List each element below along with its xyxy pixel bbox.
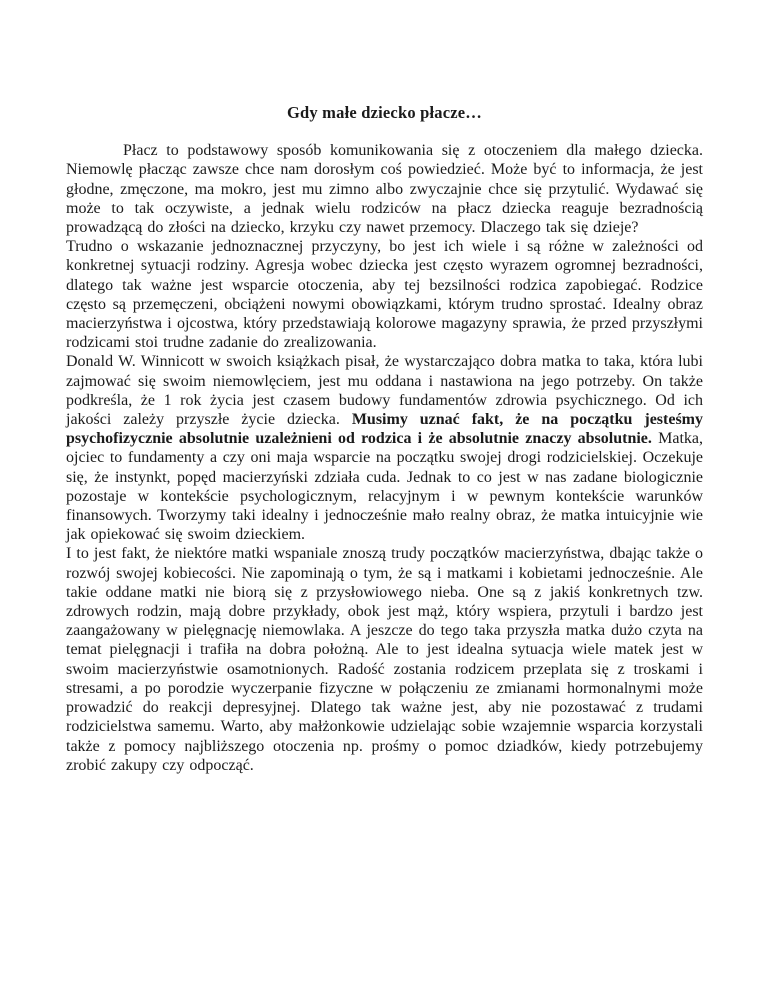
text-run: Donald W. Winnicott w swoich książkach pisał, że wystarczająco dobra matka to taka, która lubi zajmować się swoim niemowlęciem, jest mu oddana i nastawiona na jego potrzeby. On także podkreśla, że 1 rok życia jest czasem budowy fundamentów zdrowia psychicznego. Od ich jakości zależy przyszłe życie dziecka.	[66, 353, 703, 429]
text-run: I to jest fakt, że niektóre matki wspaniale znoszą trudy początków macierzyństwa, dbając także o rozwój swojej kobiecości. Nie zapominają o tym, że są i matkami i kobietami jednocześnie. Ale takie oddane matki nie biorą się z przysłowiowego nieba. One są z jakiś konkretnych tzw. zdrowych rodzin, mają dobre przykłady, obok jest mąż, który wspiera, przytuli i bardzo jest zaangażowany w pielęgnację niemowlaka. A jeszcze do tego taka przyszła matka dużo czyta na temat pielęgnacji i trafiła na dobra położną. Ale to jest idealna sytuacja wiele matek jest w swoim macierzyństwie osamotnionych. Radość zostania rodzicem przeplata się z troskami i stresami, a po porodzie wyczerpanie fizyczne w połączeniu ze zmianami hormonalnymi może prowadzić do reakcji depresyjnej. Dlatego tak ważne jest, aby nie pozostawać z trudami rodzicielstwa samemu. Warto, aby małżonkowie udzielając sobie wzajemnie wsparcia korzystali także z pomocy najbliższego otoczenia np. prośmy o pomoc dziadków, kiedy potrzebujemy zrobić zakupy czy odpocząć.	[66, 545, 703, 774]
document-title: Gdy małe dziecko płacze…	[287, 103, 482, 122]
document-body	[66, 141, 703, 775]
text-run: Trudno o wskazanie jednoznacznej przyczyny, bo jest ich wiele i są różne w zależności od konkretnej sytuacji rodziny. Agresja wobec dziecka jest często wyrazem ogromnej bezradności, dlatego tak ważne jest wsparcie otoczenia, aby tej bezsilności rodzica zapobiegać. Rodzice często są przemęczeni, obciążeni nowymi obowiązkami, którym trudno sprostać. Idealny obraz macierzyństwa i ojcostwa, który przedstawiają kolorowe magazyny sprawia, że przed przyszłymi rodzicami stoi trudne zadanie do zrealizowania.	[66, 238, 703, 352]
paragraph-reality	[66, 544, 703, 774]
paragraph-causes	[66, 237, 703, 352]
text-run: Matka, ojciec to fundamenty a czy oni maja wsparcie na początku swojej drogi rodzicielskiej. Oczekuje się, że instynkt, popęd macierzyński zdziała cuda. Jednak to co jest w nas zadane biologicznie pozostaje w kontekście psychologicznym, relacyjnym i w pewnym kontekście warunków finansowych. Tworzymy taki idealny i jednocześnie mało realny obraz, że matka intuicyjnie wie jak opiekować się swoim dzieckiem.	[66, 430, 704, 544]
bold-text-run: Musimy uznać fakt, że na początku jesteśmy psychofizycznie absolutnie uzależnieni od rodzica i że absolutnie znaczy absolutnie.	[66, 411, 704, 448]
paragraph-intro	[66, 141, 703, 237]
paragraph-winnicott	[66, 352, 703, 544]
text-run: Płacz to podstawowy sposób komunikowania się z otoczeniem dla małego dziecka. Niemowlę płacząc zawsze chce nam dorosłym coś powiedzieć. Może być to informacja, że jest głodne, zmęczone, ma mokro, jest mu zimno albo zwyczajnie chce się przytulić. Wydawać się może to tak oczywiste, a jednak wielu rodziców na płacz dziecka reaguje bezradnością prowadzącą do złości na dziecko, krzyku czy nawet przemocy. Dlaczego tak się dzieje?	[66, 142, 703, 237]
